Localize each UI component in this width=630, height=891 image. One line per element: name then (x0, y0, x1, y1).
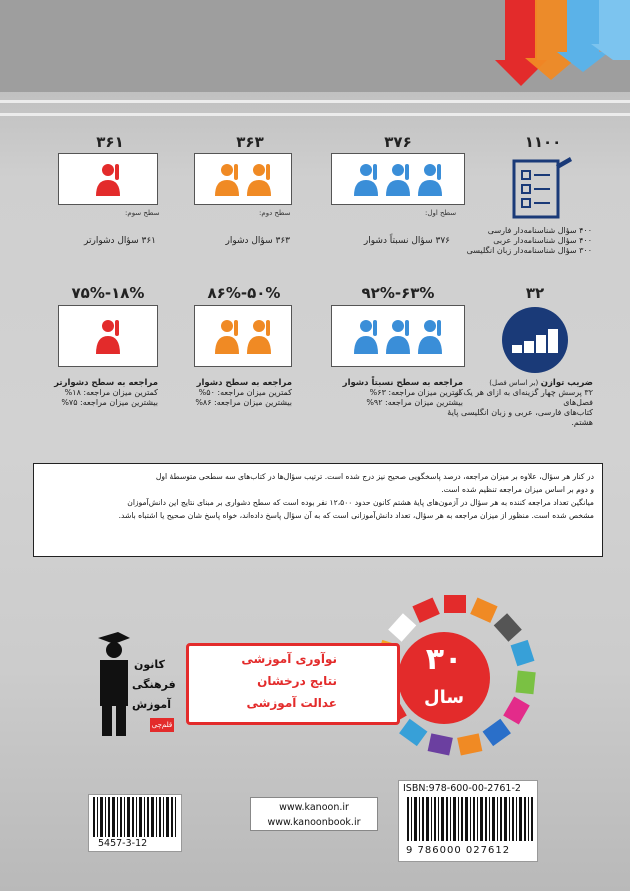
note-line: مشخص شده است. منظور از میزان مراجعه به هر سؤال، تعداد دانش‌آموزانی است که به آن سؤال پاسخ داده‌اند، خواه پاسخ شان صحیح یا اشتباه باشد. (118, 511, 594, 520)
isbn-label: ISBN:978-600-00-2761-2 (403, 783, 521, 794)
website-box (250, 797, 378, 831)
level2-box (194, 153, 292, 205)
level1-label: سطح اول: (425, 209, 457, 217)
level1-caption: ۳۷۶ سؤال نسبتاً دشوار (363, 236, 450, 246)
students-hands-raised-icon (348, 160, 448, 198)
range3-number: ۱۸%-۷۵% (71, 284, 145, 302)
students-hands-raised-icon (209, 316, 277, 356)
checklist-icon (512, 155, 574, 221)
level3-box (58, 153, 158, 205)
total-caption: ۴۰۰ سؤال شناسنامه‌دار فارسی ۴۰۰ سؤال شناسنامه‌دار عربی ۳۰۰ سؤال شناسنامه‌دار زبان انگلیسی (466, 226, 592, 255)
note-line: و دوم بر اساس میزان مراجعه تنظیم شده است. (441, 485, 594, 494)
note-line: در کنار هر سؤال، علاوه بر میزان مراجعه، درصد پاسخگویی صحیح نیز درج شده است. ترتیب سؤال‌ها در کتاب‌های سه سطحی متوسطهٔ اول (155, 472, 594, 481)
product-code: 5457-3-12 (98, 838, 148, 849)
level1-number: ۳۷۶ (384, 133, 412, 151)
logo-line-3: آموزش (132, 698, 171, 711)
level3-number: ۳۶۱ (96, 133, 124, 151)
total-number: ۱۱۰۰ (524, 133, 562, 151)
coef-number: ۳۲ (525, 284, 545, 302)
logo-tag: قلم‌چی (150, 718, 174, 732)
website-url-1[interactable]: www.kanoon.ir (279, 802, 349, 813)
bar-steps-icon (500, 305, 570, 375)
arrow-ribbons-icon (495, 0, 630, 92)
level2-caption: ۳۶۳ سؤال دشوار (225, 236, 290, 246)
barcode-icon (89, 797, 181, 837)
students-hands-raised-icon (209, 160, 277, 198)
level2-label: سطح دوم: (259, 209, 291, 217)
range2-caption: مراجعه به سطح دشوار کمترین میزان مراجعه: ۵۰% بیشترین میزان مراجعه: ۸۶% (195, 378, 292, 407)
top-divider (0, 100, 630, 116)
range2-number: ۵۰%-۸۶% (207, 284, 281, 302)
range1-number: ۶۳%-۹۲% (361, 284, 435, 302)
range3-caption: مراجعه به سطح دشوارتر کمترین میزان مراجعه: ۱۸% بیشترین میزان مراجعه: ۷۵% (54, 378, 158, 407)
level2-number: ۳۶۳ (236, 133, 264, 151)
coef-title: ضریب توازن (540, 378, 593, 388)
range3-box (58, 305, 158, 367)
slogan-line-2: نتایج درخشان (257, 674, 337, 688)
logo-line-1: کانون (134, 658, 165, 671)
explanation-note (33, 463, 603, 557)
student-hand-raised-icon (90, 160, 126, 198)
student-hand-raised-icon (90, 316, 126, 356)
range1-caption: مراجعه به سطح نسبتاً دشوار کمترین میزان مراجعه: ۶۳% بیشترین میزان مراجعه: ۹۲% (342, 378, 463, 407)
coef-caption: ضریب توازن (بر اساس فصل) ۳۲ پرسش چهار گزینه‌ای به ازای هر یک از فصل‌های کتاب‌های فارسی، عربی و زبان انگلیسی پایهٔ هشتم. (447, 378, 593, 427)
slogan-line-3: عدالت آموزشی (246, 696, 337, 710)
level3-caption: ۳۶۱ سؤال دشوارتر (84, 236, 156, 246)
level1-box (331, 153, 465, 205)
graduate-figure-icon (92, 628, 132, 738)
thirty-years-badge (398, 632, 490, 724)
ean-number: 9 786000 027612 (406, 845, 511, 856)
note-line: میانگین تعداد مراجعه کننده به هر سؤال در آزمون‌های پایهٔ هشتم کانون حدود ۱۲،۵۰۰ نفر بوده است که سطح دشواری بر مبنای نتایج این دانش‌آموزان (127, 498, 594, 507)
badge-label: سال (423, 687, 465, 708)
slogan-banner (186, 643, 400, 725)
barcode-icon (405, 797, 535, 841)
students-hands-raised-icon (348, 316, 448, 356)
range1-box (331, 305, 465, 367)
coef-title-note: (بر اساس فصل) (489, 379, 539, 387)
logo-line-2: فرهنگی (132, 678, 176, 691)
badge-number: ۳۰ (425, 642, 463, 677)
slogan-line-1: نوآوری آموزشی (241, 652, 337, 666)
level3-label: سطح سوم: (125, 209, 160, 217)
website-url-2[interactable]: www.kanoonbook.ir (267, 817, 361, 828)
range2-box (194, 305, 292, 367)
